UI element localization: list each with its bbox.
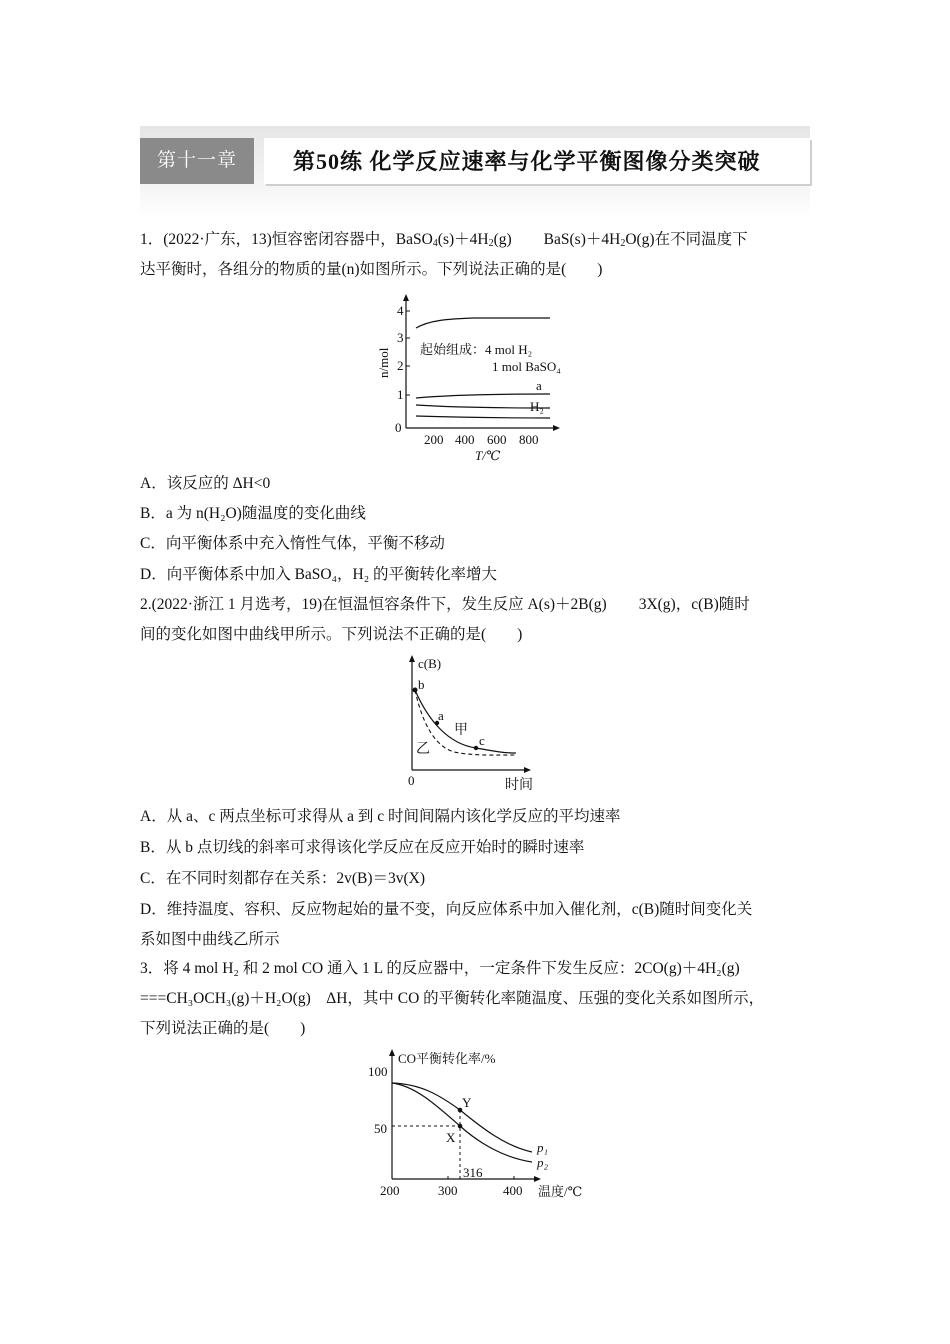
q3-ytick-50: 50 [374, 1121, 387, 1136]
q1-xtick-200: 200 [424, 432, 444, 447]
q2-point-b [413, 688, 418, 693]
q3-stem-line1: 3．将 4 mol H₂ 和 2 mol CO 通入 1 L 的反应器中，一定条件下发生反应：2CO(g)＋4H₂(g) [140, 960, 740, 977]
q2-option-a: A．从 a、c 两点坐标可求得从 a 到 c 时间间隔内该化学反应的平均速率 [140, 808, 621, 825]
q3-xtick-400: 400 [503, 1183, 523, 1198]
q1-xtick-800: 800 [519, 432, 539, 447]
q1-ytick-3: 3 [397, 330, 404, 345]
q1-figure [368, 292, 568, 464]
q3-point-x [458, 1124, 463, 1129]
q1-option-d: D．向平衡体系中加入 BaSO₄，H₂ 的平衡转化率增大 [140, 566, 497, 583]
q1-xtick-600: 600 [487, 432, 507, 447]
q2-option-d2: 系如图中曲线乙所示 [140, 931, 280, 948]
q3-curve-p1 [392, 1083, 532, 1152]
q2-label-b: b [418, 677, 425, 692]
q2-option-b: B．从 b 点切线的斜率可求得该化学反应在反应开始时的瞬时速率 [140, 839, 585, 856]
q1-ytick-1: 1 [397, 387, 404, 402]
q1-note1: 起始组成：4 mol H₂ [420, 342, 533, 357]
q1-option-b: B．a 为 n(H₂O)随温度的变化曲线 [140, 505, 366, 522]
q2-option-c: C．在不同时刻都存在关系：2v(B)＝3v(X) [140, 870, 426, 887]
q3-label-p1: p₁ [537, 1140, 549, 1155]
q3-ytick-100: 100 [368, 1064, 388, 1079]
q2-origin: 0 [408, 773, 415, 788]
q2-label-c: c [479, 733, 485, 748]
q1-curve-h2 [416, 416, 550, 418]
q3-label-x: X [446, 1130, 456, 1145]
q2-option-d1: D．维持温度、容积、反应物起始的量不变，向反应体系中加入催化剂，c(B)随时间变化关 [140, 901, 753, 918]
q3-xtick-300: 300 [438, 1183, 458, 1198]
q1-ytick-0: 0 [395, 420, 402, 435]
q3-y-axis-arrow [389, 1049, 395, 1056]
chapter-tag: 第十一章 [140, 138, 254, 184]
q1-curve-a [416, 394, 550, 398]
q2-xlabel: 时间 [505, 778, 533, 793]
q1-y-axis-arrow [403, 294, 409, 301]
q2-figure [398, 652, 548, 794]
q3-label-p2: p₂ [537, 1155, 549, 1170]
q1-label-a: a [536, 378, 542, 393]
q2-label-a: a [438, 708, 444, 723]
q2-stem-line1: 2.(2022·浙江 1 月选考，19)在恒温恒容条件下，发生反应 A(s)＋2B(g) 3X(g)，c(B)随时 [140, 596, 750, 613]
q2-stem-line2: 间的变化如图中曲线甲所示。下列说法不正确的是( ) [140, 626, 523, 643]
q3-label-y: Y [462, 1095, 472, 1110]
q1-xtick-400: 400 [455, 432, 475, 447]
q2-y-axis-arrow [409, 655, 415, 662]
q1-ytick-2: 2 [397, 358, 404, 373]
q3-ylabel: CO平衡转化率/% [398, 1051, 496, 1066]
q3-stem-line2: ===CH₃OCH₃(g)＋H₂O(g) ΔH，其中 CO 的平衡转化率随温度、压强的变化关系如图所示， [140, 990, 765, 1007]
q2-curve-jia [415, 690, 516, 753]
q1-stem-line1: 1．(2022·广东，13)恒容密闭容器中，$BaSO_4(s)+4H_2(g)$ $BaS(s)+4H_2O(g)$在不同温度下 [140, 231, 748, 249]
q3-stem-line3: 下列说法正确的是( ) [140, 1020, 306, 1037]
q1-option-c: C．向平衡体系中充入惰性气体，平衡不移动 [140, 535, 445, 552]
q3-figure [360, 1046, 600, 1202]
q1-ylabel: n/mol [376, 347, 391, 378]
q1-label-h2: H₂ [530, 399, 544, 414]
q1-note2: 1 mol BaSO₄ [492, 359, 561, 374]
q1-option-a: A．该反应的 ΔH<0 [140, 475, 271, 492]
q2-label-jia: 甲 [454, 723, 468, 738]
q3-xlabel: 温度/℃ [538, 1184, 583, 1199]
q1-stem-line2: 达平衡时，各组分的物质的量(n)如图所示。下列说法正确的是( ) [140, 261, 603, 278]
q2-label-yi: 乙 [416, 742, 430, 757]
q1-x-axis-arrow [553, 425, 560, 431]
q2-ylabel: c(B) [418, 656, 442, 671]
q1-curve-top [416, 318, 550, 328]
page-title: 第50练 化学反应速率与化学平衡图像分类突破 [293, 149, 761, 174]
q1-xlabel: T/℃ [475, 448, 501, 463]
q2-point-c [474, 746, 478, 750]
q3-x-axis-arrow [534, 1176, 541, 1182]
q1-ytick-4: 4 [397, 303, 404, 318]
q3-xtick-200: 200 [380, 1183, 400, 1198]
q2-x-axis-arrow [524, 767, 531, 773]
q3-label-316: 316 [463, 1165, 483, 1180]
